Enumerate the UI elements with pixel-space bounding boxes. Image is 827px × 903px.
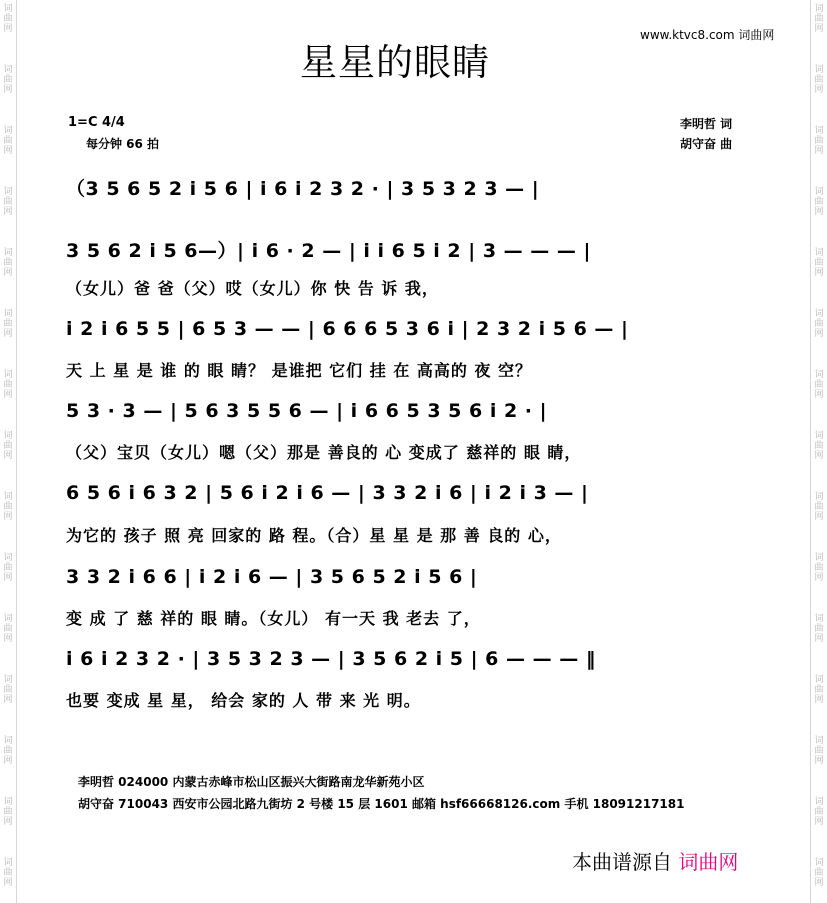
lyrics-line-4: 为它的 孩子 照 亮 回家的 路 程。（合）星 星 是 那 善 良的 心， [66,526,562,545]
watermark-text: 词 曲 网 [3,675,13,705]
watermark-text: 词 曲 网 [3,248,13,278]
composer-credit: 胡守奋 曲 [680,137,733,151]
watermark-text: 词 曲 网 [3,431,13,461]
contact-line-lyricist: 李明哲 024000 内蒙古赤峰市松山区振兴大街路南龙华新苑小区 [78,775,425,789]
watermark-text: 词 曲 网 [814,431,824,461]
watermark-text: 词 曲 网 [3,370,13,400]
watermark-text: 词 曲 网 [814,736,824,766]
watermark-text: 词 曲 网 [814,614,824,644]
watermark-text: 词 曲 网 [3,4,13,34]
lyrics-line-3: （父）宝贝（女儿）嗯（父）那是 善良的 心 变成了 慈祥的 眼 睛， [66,443,582,462]
watermark-text: 词 曲 网 [3,65,13,95]
lyrics-line-2: 天 上 星 是 谁 的 眼 睛？ 是谁把 它们 挂 在 高高的 夜 空？ [66,361,532,380]
watermark-text: 词 曲 网 [814,553,824,583]
watermark-text: 词 曲 网 [3,492,13,522]
watermark-text: 词 曲 网 [3,126,13,156]
watermark-text: 词 曲 网 [814,370,824,400]
watermark-text: 词 曲 网 [814,4,824,34]
source-credit [572,846,738,875]
watermark-text: 词 曲 网 [814,675,824,705]
key-signature: 1=C 4/4 [68,115,125,130]
lyrics-line-6: 也要 变成 星 星， 给会 家的 人 带 来 光 明。 [66,691,421,710]
notation-line-2: 3 5 6 2 i 5 6—）| i 6 · 2 — | i i 6 5 i 2 | 3 — — — | [66,240,591,262]
watermark-text: 词 曲 网 [3,736,13,766]
watermark-text: 词 曲 网 [814,187,824,217]
watermark-text: 词 曲 网 [814,126,824,156]
site-url[interactable]: www.ktvc8.com 词曲网 [640,28,775,42]
contact-line-composer: 胡守奋 710043 西安市公园北路九街坊 2 号楼 15 层 1601 邮箱 hsf66668126.com 手机 18091217181 [78,797,685,811]
source-prefix: 本曲谱源自 [572,850,672,874]
watermark-column-right [810,0,827,903]
notation-line-7: i 6 i 2 3 2 · | 3 5 3 2 3 — | 3 5 6 2 i 5 | 6 — — — ‖ [66,648,596,670]
tempo-marking: 每分钟 66 拍 [86,137,160,151]
watermark-column-left [0,0,17,903]
watermark-text: 词 曲 网 [814,248,824,278]
watermark-text: 词 曲 网 [3,553,13,583]
watermark-text: 词 曲 网 [814,797,824,827]
notation-line-5: 6 5 6 i 6 3 2 | 5 6 i 2 i 6 — | 3 3 2 i 6 | i 2 i 3 — | [66,482,589,504]
watermark-text: 词 曲 网 [3,187,13,217]
notation-line-4: 5 3 · 3 — | 5 6 3 5 5 6 — | i 6 6 5 3 5 6 i 2 · | [66,400,548,422]
source-site-link[interactable]: 词曲网 [678,850,739,874]
lyrics-line-5: 变 成 了 慈 祥的 眼 睛。（女儿） 有一天 我 老去 了， [66,609,481,628]
notation-line-6: 3 3 2 i 6 6 | i 2 i 6 — | 3 5 6 5 2 i 5 6 | [66,566,478,588]
watermark-text: 词 曲 网 [814,858,824,888]
lyricist-credit: 李明哲 词 [680,117,733,131]
watermark-text: 词 曲 网 [814,65,824,95]
watermark-text: 词 曲 网 [3,858,13,888]
song-title: 星星的眼睛 [300,41,490,84]
notation-line-1: （3 5 6 5 2 i 5 6 | i 6 i 2 3 2 · | 3 5 3 2 3 — | [66,178,540,200]
watermark-text: 词 曲 网 [3,309,13,339]
notation-line-3: i 2 i 6 5 5 | 6 5 3 — — | 6 6 6 5 3 6 i | 2 3 2 i 5 6 — | [66,318,629,340]
watermark-text: 词 曲 网 [814,309,824,339]
lyrics-line-1: （女儿）爸 爸（父）哎（女儿）你 快 告 诉 我， [66,279,439,298]
watermark-text: 词 曲 网 [3,797,13,827]
watermark-text: 词 曲 网 [3,614,13,644]
watermark-text: 词 曲 网 [814,492,824,522]
